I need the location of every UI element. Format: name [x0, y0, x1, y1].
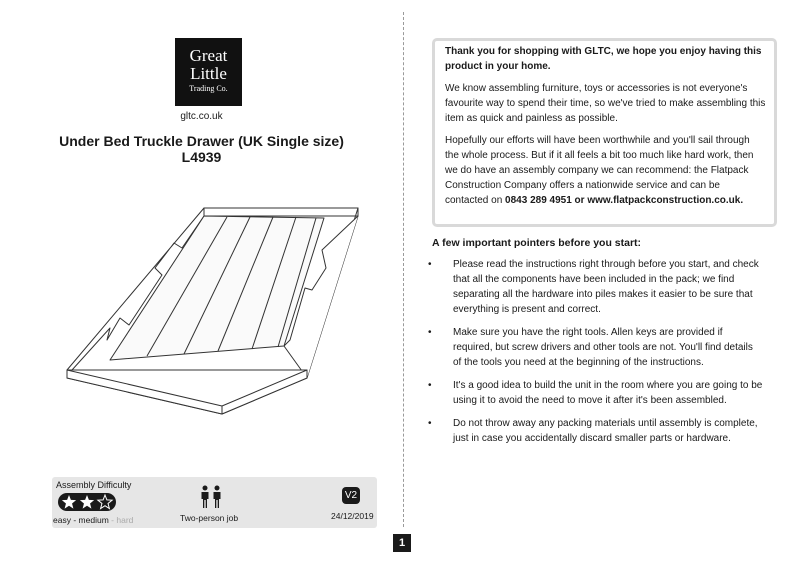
pointer-text: Make sure you have the right tools. Allen keys are provided if required, but screw drivers and other tools are not. You'll find details of the tools you need at the beginning of the instructions. [453, 327, 753, 368]
difficulty-medium: medium [78, 515, 109, 525]
two-person-label: Two-person job [180, 513, 239, 523]
page-number: 1 [393, 534, 411, 552]
contact-phone: 0843 289 4951 or [505, 195, 585, 206]
product-title-block [0, 133, 403, 165]
intro-paragraph-2 [445, 133, 766, 208]
contact-website: www.flatpackconstruction.co.uk. [587, 195, 744, 206]
bullet: • [428, 259, 432, 270]
intro-paragraph-2-text: Hopefully our efforts will have been worthwhile and you'll sail through the whole process. But if it all feels a bit too much like hard work, then we do have an assembly company we can recommend: the Flatpack Construction Company offers a nationwide service and can be contacted on [445, 135, 754, 206]
difficulty-sep-2: - [111, 515, 117, 525]
list-item [428, 378, 763, 408]
pointer-text: Do not throw away any packing materials until assembly is complete, just in case you accidentally discard smaller parts or hardware. [453, 418, 758, 444]
footer-bar [52, 477, 377, 528]
product-code: L4939 [181, 149, 222, 165]
page-divider [403, 12, 404, 527]
difficulty-stars [58, 493, 116, 511]
list-item [428, 325, 763, 370]
drawer-illustration [62, 200, 362, 415]
pointer-text: Please read the instructions right through before you start, and check that all the components have been included in the pack; we find separating all the hardware into piles makes it easier to be sure that everything is present and correct. [453, 259, 759, 315]
difficulty-scale [53, 515, 133, 525]
logo-line-1: Great [189, 46, 228, 65]
brand-website: gltc.co.uk [180, 111, 223, 122]
brand-logo [175, 38, 242, 106]
product-title: Under Bed Truckle Drawer (UK Single size) [59, 133, 344, 149]
thanks-text: Thank you for shopping with GLTC, we hope you enjoy having this product in your home. [445, 46, 762, 72]
bullet: • [428, 418, 432, 429]
two-person-icon [198, 485, 224, 509]
pointers-title: A few important pointers before you start: [432, 237, 642, 249]
difficulty-hard: hard [116, 515, 134, 525]
pointer-text: It's a good idea to build the unit in the room where you are going to be using it to avoid the need to move it after it's been assembled. [453, 380, 763, 406]
difficulty-easy: easy [53, 515, 71, 525]
list-item [428, 257, 763, 317]
version-badge: V2 [342, 487, 360, 504]
logo-line-3: Trading Co. [189, 84, 228, 93]
intro-paragraph-1: We know assembling furniture, toys or accessories is not everyone's favourite way to spend their time, so we've tried to make assembling this item as quick and painless as possible. [445, 83, 766, 124]
pointers-list [428, 257, 763, 454]
bullet: • [428, 327, 432, 338]
revision-date: 24/12/2019 [331, 511, 374, 521]
intro-box [432, 38, 777, 227]
assembly-difficulty-label: Assembly Difficulty [56, 480, 132, 490]
difficulty-sep-1: - [73, 515, 79, 525]
list-item [428, 416, 763, 446]
bullet: • [428, 380, 432, 391]
logo-line-2: Little [190, 64, 227, 83]
